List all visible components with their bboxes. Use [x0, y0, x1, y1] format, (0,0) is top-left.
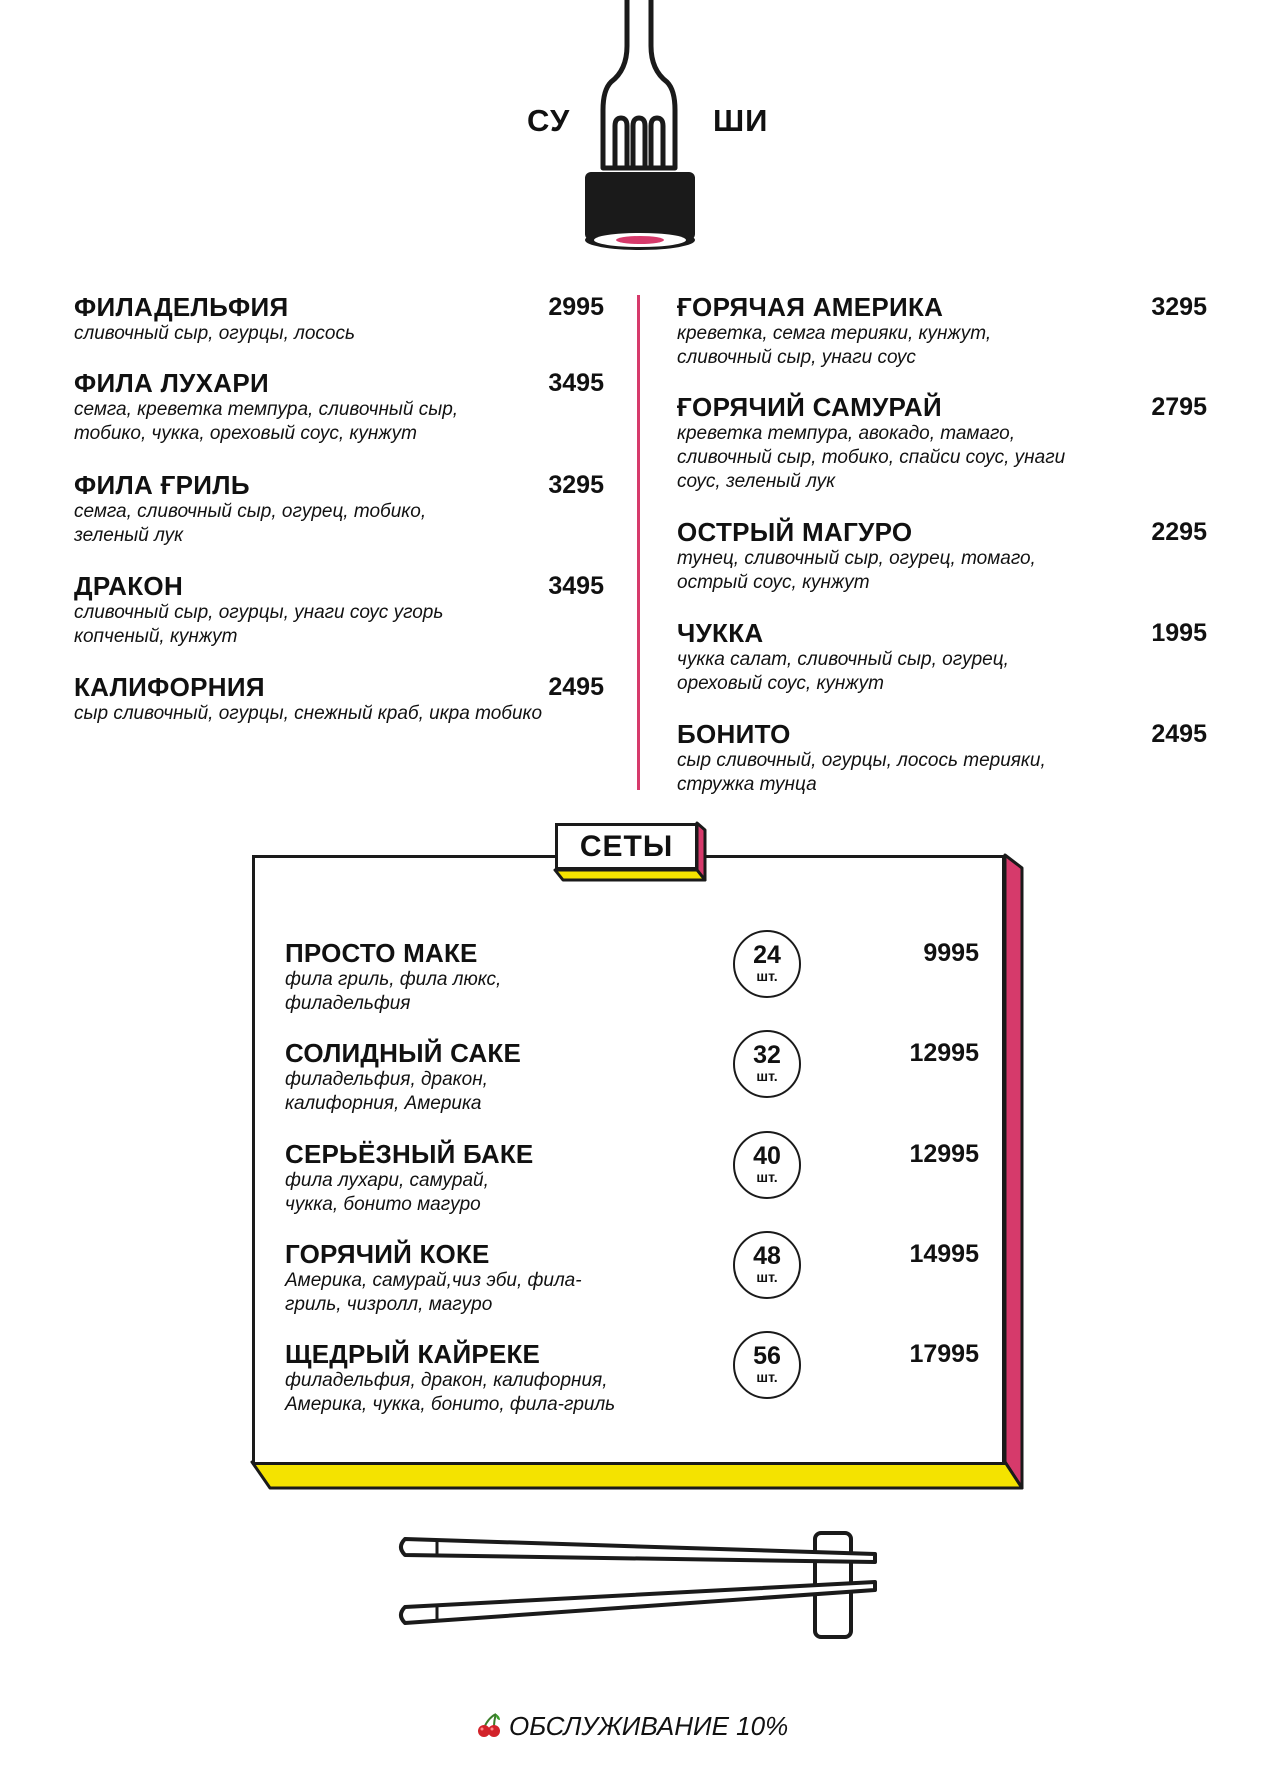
set-row	[285, 1139, 979, 1229]
menu-item	[74, 470, 604, 548]
item-name: ҒОРЯЧАЯ АМЕРИКА	[677, 292, 944, 322]
service-charge-note	[0, 1711, 1264, 1742]
item-desc: креветка темпура, авокадо, тамаго, сливочный сыр, тобико, спайси соус, унаги соус, зеленый лук	[677, 423, 1066, 492]
set-unit: шт.	[756, 1068, 778, 1084]
set-desc: фила лухари, самурай, чукка, бонито магуро	[285, 1170, 489, 1215]
item-desc: сливочный сыр, огурцы, унаги соус угорь копченый, кунжут	[74, 602, 444, 647]
item-price: 1995	[1151, 619, 1207, 647]
set-desc: филадельфия, дракон, калифорния, Америка	[285, 1069, 488, 1114]
sets-label: СЕТЫ	[555, 823, 698, 870]
set-name: СЕРЬЁЗНЫЙ БАКЕ	[285, 1139, 534, 1169]
set-row	[285, 1239, 979, 1329]
item-desc: сливочный сыр, огурцы, лосось	[74, 323, 355, 344]
item-price: 3495	[548, 369, 604, 397]
set-count: 24	[753, 941, 781, 969]
menu-item	[677, 292, 1207, 370]
menu-item	[677, 618, 1207, 696]
item-desc: тунец, сливочный сыр, огурец, томаго, острый соус, кунжут	[677, 548, 1036, 593]
set-unit: шт.	[756, 968, 778, 984]
set-price: 14995	[909, 1240, 979, 1268]
cherry-icon	[476, 1712, 502, 1738]
set-unit: шт.	[756, 1269, 778, 1285]
set-desc: Америка, самурай,чиз эби, фила-гриль, чизролл, магуро	[285, 1270, 582, 1315]
count-badge	[733, 1131, 801, 1199]
item-price: 2495	[1151, 720, 1207, 748]
footer-text: ОБСЛУЖИВАНИЕ 10%	[509, 1711, 789, 1741]
chopsticks-icon	[395, 1525, 885, 1645]
set-desc: фила гриль, фила люкс, филадельфия	[285, 969, 502, 1014]
count-badge	[733, 1231, 801, 1299]
item-price: 3295	[1151, 293, 1207, 321]
item-desc: креветка, семга терияки, кунжут, сливочный сыр, унаги соус	[677, 323, 992, 368]
set-price: 12995	[909, 1039, 979, 1067]
count-badge	[733, 1331, 801, 1399]
item-price: 2495	[548, 673, 604, 701]
set-count: 40	[753, 1142, 781, 1170]
item-price: 2295	[1151, 518, 1207, 546]
menu-item	[74, 571, 604, 649]
count-badge	[733, 1030, 801, 1098]
title-left: СУ	[527, 103, 571, 138]
item-name: ҒОРЯЧИЙ САМУРАЙ	[677, 392, 942, 422]
set-row	[285, 1339, 979, 1429]
count-badge	[733, 930, 801, 998]
set-name: ЩЕДРЫЙ КАЙРЕКЕ	[285, 1339, 541, 1369]
set-desc: филадельфия, дракон, калифорния, Америка, чукка, бонито, фила-гриль	[285, 1370, 616, 1415]
set-price: 9995	[923, 939, 979, 967]
item-desc: сыр сливочный, огурцы, снежный краб, икра тобико	[74, 703, 543, 724]
item-price: 3295	[548, 471, 604, 499]
set-unit: шт.	[756, 1369, 778, 1385]
menu-item	[677, 517, 1207, 595]
item-name: ЧУККА	[677, 618, 764, 648]
set-price: 17995	[909, 1340, 979, 1368]
item-name: БОНИТО	[677, 719, 791, 749]
set-count: 32	[753, 1041, 781, 1069]
item-desc: чукка салат, сливочный сыр, огурец, ореховый соус, кунжут	[677, 649, 1009, 694]
item-price: 3495	[548, 572, 604, 600]
title-right: ШИ	[713, 103, 769, 138]
set-unit: шт.	[756, 1169, 778, 1185]
menu-item	[74, 292, 604, 346]
set-name: ГОРЯЧИЙ КОКЕ	[285, 1239, 490, 1269]
item-name: ДРАКОН	[74, 571, 184, 601]
item-name: ОСТРЫЙ МАГУРО	[677, 517, 913, 547]
menu-item	[677, 719, 1207, 797]
item-desc: семга, сливочный сыр, огурец, тобико, зеленый лук	[74, 501, 427, 546]
item-name: ФИЛА ЛУХАРИ	[74, 368, 269, 398]
item-price: 2795	[1151, 393, 1207, 421]
set-count: 56	[753, 1342, 781, 1370]
set-name: СОЛИДНЫЙ САКЕ	[285, 1038, 522, 1068]
item-name: КАЛИФОРНИЯ	[74, 672, 265, 702]
menu-item	[74, 368, 604, 446]
set-name: ПРОСТО МАКЕ	[285, 938, 478, 968]
item-desc: семга, креветка темпура, сливочный сыр, тобико, чукка, ореховый соус, кунжут	[74, 399, 459, 444]
menu-item	[677, 392, 1207, 494]
column-divider	[637, 295, 640, 790]
item-price: 2995	[548, 293, 604, 321]
item-desc: сыр сливочный, огурцы, лосось терияки, стружка тунца	[677, 750, 1046, 795]
set-price: 12995	[909, 1140, 979, 1168]
menu-item	[74, 672, 604, 726]
item-name: ФИЛАДЕЛЬФИЯ	[74, 292, 289, 322]
fork-sushi-icon	[575, 0, 705, 260]
set-count: 48	[753, 1242, 781, 1270]
item-name: ФИЛА ҒРИЛЬ	[74, 470, 250, 500]
set-row	[285, 1038, 979, 1128]
set-row	[285, 938, 979, 1028]
